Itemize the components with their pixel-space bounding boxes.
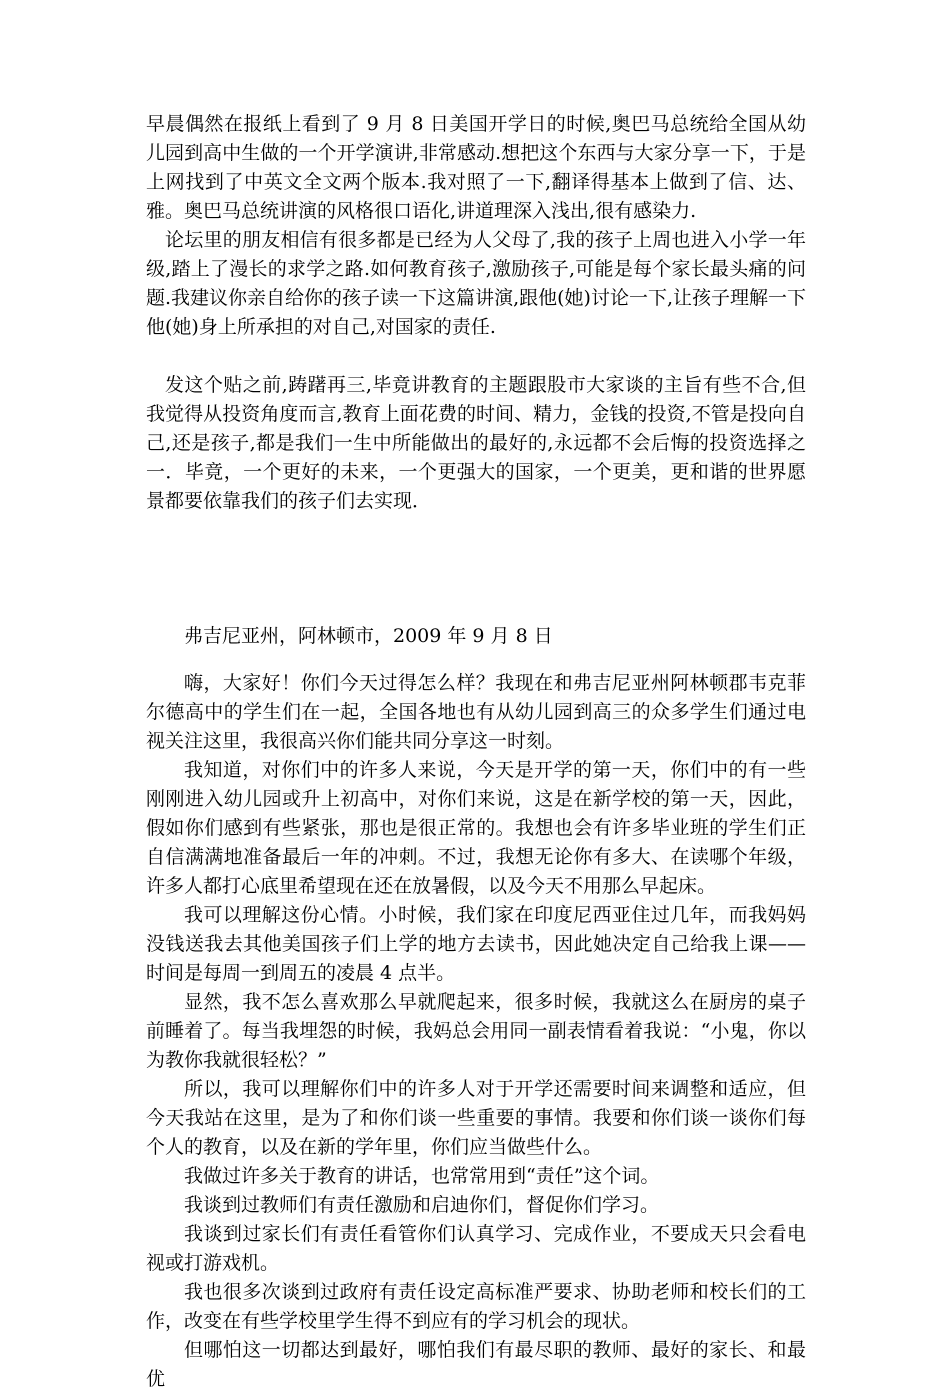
speech-paragraph-9: 我也很多次谈到过政府有责任设定高标准严要求、协助老师和校长们的工作，改变在有些学校里学生得不到应有的学习机会的现状。 xyxy=(146,1281,806,1332)
document-page xyxy=(146,110,806,1394)
speech-paragraph-6: 我做过许多关于教育的讲话，也常常用到“责任”这个词。 xyxy=(184,1165,660,1187)
speech-paragraph-4: 显然，我不怎么喜欢那么早就爬起来，很多时候，我就这么在厨房的桌子前睡着了。每当我埋怨的时候，我妈总会用同一副表情看着我说：“小鬼，你以为教你我就很轻松？” xyxy=(146,991,806,1071)
intro-paragraph-2: 论坛里的朋友相信有很多都是已经为人父母了,我的孩子上周也进入小学一年级,踏上了漫长的求学之路.如何教育孩子,激励孩子,可能是每个家长最头痛的问题.我建议你亲自给你的孩子读一下这篇讲演,跟他(她)讨论一下,让孩子理解一下他(她)身上所承担的对自己,对国家的责任. xyxy=(146,229,806,338)
speech-body xyxy=(146,669,806,1394)
intro-paragraph-3: 发这个贴之前,踌躇再三,毕竟讲教育的主题跟股市大家谈的主旨有些不合,但我觉得从投资角度而言,教育上面花费的时间、精力，金钱的投资,不管是投向自己,还是孩子,都是我们一生中所能做出的最好的,永远都不会后悔的投资选择之一．毕竟，一个更好的未来，一个更强大的国家，一个更美，更和谐的世界愿景都要依靠我们的孩子们去实现． xyxy=(146,374,806,512)
speech-paragraph-5: 所以，我可以理解你们中的许多人对于开学还需要时间来调整和适应，但今天我站在这里，是为了和你们谈一些重要的事情。我要和你们谈一谈你们每个人的教育，以及在新的学年里，你们应当做些什么。 xyxy=(146,1078,806,1158)
spacer xyxy=(146,516,806,622)
speech-paragraph-10: 但哪怕这一切都达到最好，哪怕我们有最尽职的教师、最好的家长、和最优 xyxy=(146,1339,806,1390)
speech-dateline: 弗吉尼亚州，阿林顿市，2009 年 9 月 8 日 xyxy=(184,625,553,647)
intro-paragraph-1: 早晨偶然在报纸上看到了 9 月 8 日美国开学日的时候,奥巴马总统给全国从幼儿园到高中生做的一个开学演讲,非常感动.想把这个东西与大家分享一下，于是上网找到了中英文全文两个版本.我对照了一下,翻译得基本上做到了信、达、雅。奥巴马总统讲演的风格很口语化,讲道理深入浅出,很有感染力. xyxy=(146,113,806,222)
spacer xyxy=(146,342,806,371)
speech-paragraph-8: 我谈到过家长们有责任看管你们认真学习、完成作业，不要成天只会看电视或打游戏机。 xyxy=(146,1223,806,1274)
speech-paragraph-7: 我谈到过教师们有责任激励和启迪你们，督促你们学习。 xyxy=(184,1194,660,1216)
speech-paragraph-1: 嗨，大家好！你们今天过得怎么样？我现在和弗吉尼亚州阿林顿郡韦克菲尔德高中的学生们在一起，全国各地也有从幼儿园到高三的众多学生们通过电视关注这里，我很高兴你们能共同分享这一时刻。 xyxy=(146,672,806,752)
speech-paragraph-2: 我知道，对你们中的许多人来说，今天是开学的第一天，你们中的有一些刚刚进入幼儿园或升上初高中，对你们来说，这是在新学校的第一天，因此，假如你们感到有些紧张，那也是很正常的。我想也会有许多毕业班的学生们正自信满满地准备最后一年的冲刺。不过，我想无论你有多大、在读哪个年级，许多人都打心底里希望现在还在放暑假，以及今天不用那么早起床。 xyxy=(146,759,806,897)
speech-paragraph-3: 我可以理解这份心情。小时候，我们家在印度尼西亚住过几年，而我妈妈没钱送我去其他美国孩子们上学的地方去读书，因此她决定自己给我上课——时间是每周一到周五的凌晨 4 点半。 xyxy=(146,904,806,984)
